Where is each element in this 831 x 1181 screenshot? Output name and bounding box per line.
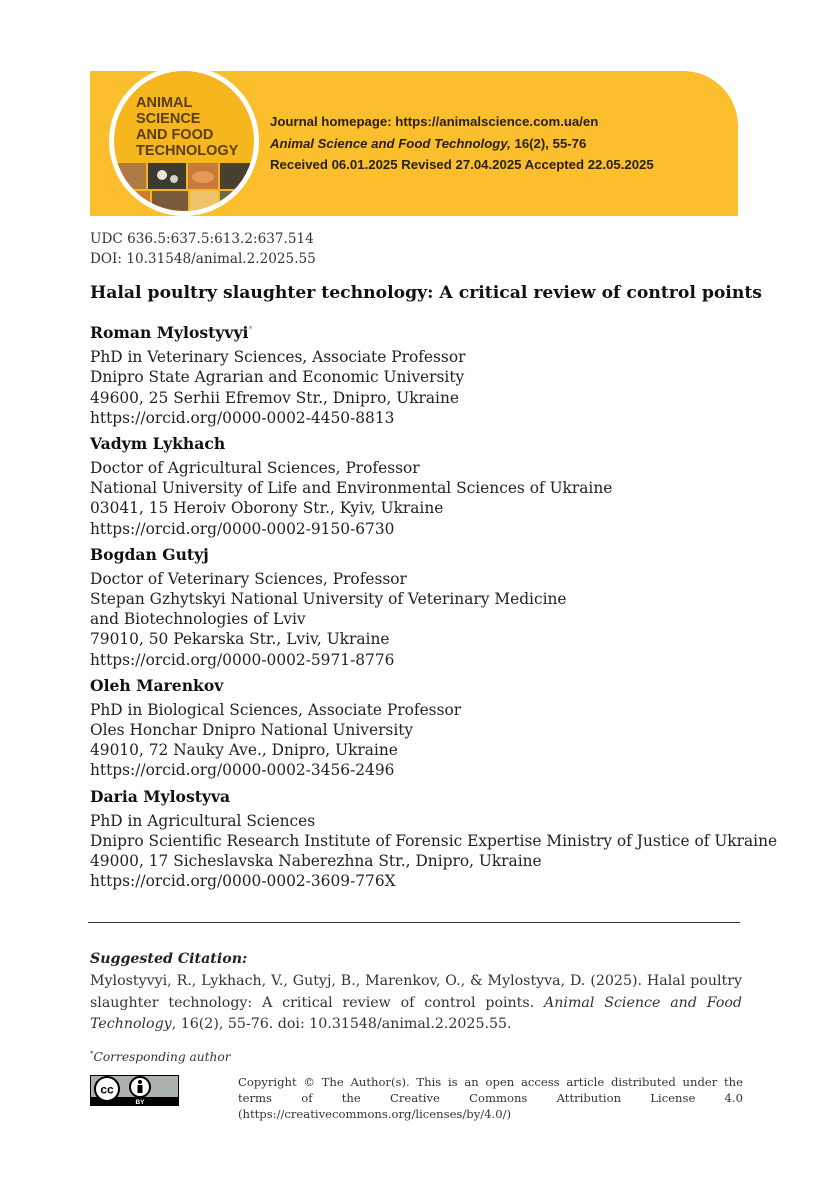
author-name-text: Oleh Marenkov [90,675,224,695]
author-affiliation-line: 49000, 17 Sicheslavska Naberezhna Str., Dnipro, Ukraine [90,852,542,871]
udc-code: UDC 636.5:637.5:613.2:637.514 [90,231,314,247]
cc-badge-label: cc [100,1082,114,1097]
journal-info [270,111,654,176]
authors-list [90,319,778,896]
author-affiliation-line: Doctor of Veterinary Sciences, Professor [90,569,407,588]
corresponding-label: Corresponding author [93,1050,231,1065]
section-divider [88,922,740,923]
author-affiliation-line: National University of Life and Environmental Sciences of Ukraine [90,479,613,498]
copyright-notice: Copyright © The Author(s). This is an open access article distributed under the terms of the Creative Commons Attribution License 4.0 (https://creativecommons.org/licenses/by/4.0/) [238,1075,743,1121]
author-name [90,675,750,696]
author-name [90,433,750,454]
author-name [90,319,750,343]
article-title: Halal poultry slaughter technology: A critical review of control points [90,283,762,303]
author-name [90,544,750,565]
author-orcid-link[interactable]: https://orcid.org/0000-0002-9150-6730 [90,519,395,538]
corresponding-mark: * [90,1050,94,1058]
journal-citation-line [270,133,654,155]
author-affiliation-line: PhD in Biological Sciences, Associate Professor [90,700,462,719]
author-affiliation-line: Dnipro State Agrarian and Economic University [90,368,465,387]
doi: DOI: 10.31548/animal.2.2025.55 [90,251,316,267]
author-affiliation-line: 03041, 15 Heroiv Oborony Str., Kyiv, Ukraine [90,499,444,518]
article-meta [90,229,316,269]
author-block [90,433,750,539]
author-name-text: Daria Mylostyva [90,786,231,806]
author-affiliation-line: Doctor of Agricultural Sciences, Professor [90,459,420,477]
citation-heading: Suggested Citation: [90,951,248,967]
journal-logo [109,66,259,216]
author-name [90,786,750,807]
author-affiliation-line: Oles Honchar Dnipro National University [90,721,414,740]
citation-text-before: Mylostyvyi, R., Lykhach, V., Gutyj, B., Marenkov, O., & Mylostyva, D. (2025). Halal poultry slaughter technology: A critical review of control points. [90,973,742,1011]
logo-photo-collage [114,161,254,216]
author-orcid-link[interactable]: https://orcid.org/0000-0002-4450-8813 [90,408,395,427]
journal-homepage: Journal homepage: https://animalscience.com.ua/en [270,114,599,129]
citation-journal: Animal Science and Food Technology [90,994,743,1032]
journal-issue: 16(2), 55-76 [510,135,587,151]
by-badge-label: BY [135,1099,145,1106]
author-affiliation-line: 49010, 72 Nauky Ave., Dnipro, Ukraine [90,741,398,760]
author-affiliation-line: 79010, 50 Pekarska Str., Lviv, Ukraine [90,630,390,649]
author-affiliation-line: PhD in Agricultural Sciences [90,811,316,830]
author-block [90,786,778,892]
author-affiliation-line: 49600, 25 Serhii Efremov Str., Dnipro, Ukraine [90,388,459,407]
citation-text [90,971,742,1036]
author-block [90,675,750,781]
logo-text: ANIMAL SCIENCE AND FOOD TECHNOLOGY [136,95,239,159]
author-affiliation-line: Dnipro Scientific Research Institute of Forensic Expertise Ministry of Justice of Ukraine [90,831,778,850]
journal-name: Animal Science and Food Technology, [270,135,511,151]
author-orcid-link[interactable]: https://orcid.org/0000-0002-3456-2496 [90,761,395,780]
citation-text-after: , 16(2), 55-76. doi: 10.31548/animal.2.2025.55. [171,1016,512,1032]
cc-by-license-badge[interactable] [90,1075,179,1106]
author-name-text: Vadym Lykhach [90,434,226,453]
corresponding-author-note [90,1050,231,1064]
author-affiliation-line: PhD in Veterinary Sciences, Associate Professor [90,348,466,367]
author-block [90,544,750,670]
author-orcid-link[interactable]: https://orcid.org/0000-0002-3609-776X [90,872,396,891]
author-name-text: Bogdan Gutyj [90,544,209,564]
author-affiliation-line: and Biotechnologies of Lviv [90,610,306,629]
author-orcid-link[interactable]: https://orcid.org/0000-0002-5971-8776 [90,650,395,669]
author-block [90,319,750,428]
corresponding-author-mark: * [248,325,253,334]
author-affiliation-line: Stepan Gzhytskyi National University of Veterinary Medicine [90,590,567,609]
author-name-text: Roman Mylostyvyi [90,323,249,343]
submission-dates: Received 06.01.2025 Revised 27.04.2025 Accepted 22.05.2025 [270,157,654,172]
